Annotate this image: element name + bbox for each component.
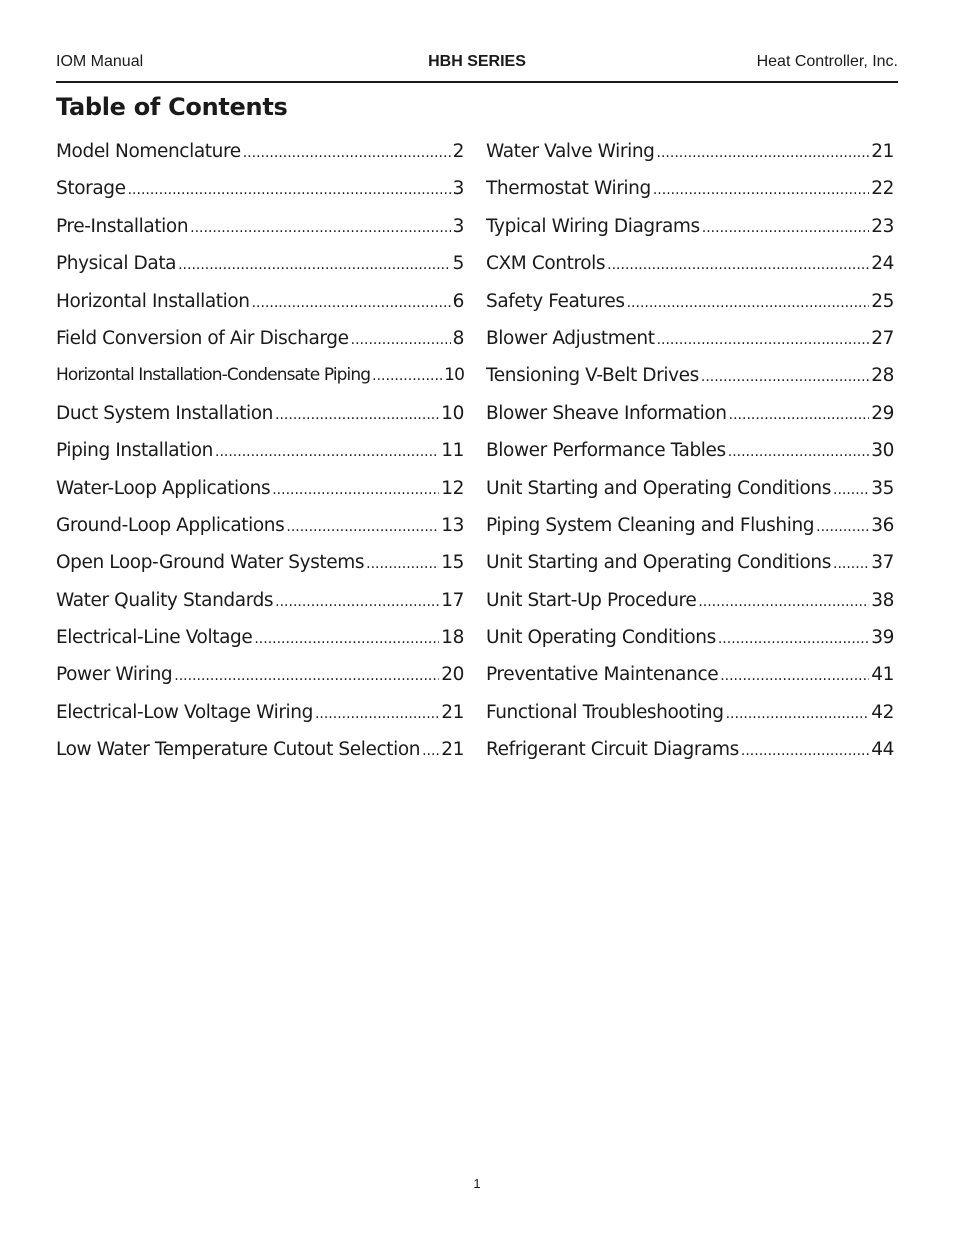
toc-entry-page-number: 5 <box>452 253 464 275</box>
toc-entry[interactable] <box>486 664 894 701</box>
toc-entry-title: Electrical-Line Voltage <box>56 627 253 649</box>
toc-entry-title: Unit Starting and Operating Conditions <box>486 552 831 574</box>
toc-entry-title: CXM Controls <box>486 253 606 275</box>
toc-dot-leader <box>174 668 439 684</box>
toc-entry-title: Piping System Cleaning and Flushing <box>486 514 815 536</box>
toc-entry-page-number: 13 <box>441 514 464 536</box>
toc-entry-page-number: 42 <box>871 701 894 723</box>
toc-dot-leader <box>833 482 869 498</box>
toc-entry-title: Horizontal Installation-Condensate Piping <box>56 365 371 386</box>
toc-entry-title: Electrical-Low Voltage Wiring <box>56 701 313 723</box>
toc-entry-page-number: 2 <box>452 141 464 162</box>
toc-entry[interactable] <box>56 141 464 178</box>
toc-entry-title: Unit Start-Up Procedure <box>486 589 697 611</box>
toc-entry-page-number: 39 <box>871 627 894 649</box>
page-header <box>56 53 898 73</box>
toc-entry[interactable] <box>486 365 894 402</box>
toc-dot-leader <box>272 482 439 498</box>
toc-entry-title: Blower Sheave Information <box>486 402 727 424</box>
toc-entry[interactable] <box>486 627 894 664</box>
toc-entry-title: Pre-Installation <box>56 215 189 237</box>
toc-entry-page-number: 27 <box>871 327 894 349</box>
header-company-name: Heat Controller, Inc. <box>756 53 898 70</box>
toc-dot-leader <box>252 295 451 311</box>
toc-entry[interactable] <box>56 253 464 290</box>
toc-entry-page-number: 41 <box>871 664 894 686</box>
toc-entry-title: Model Nomenclature <box>56 141 241 162</box>
toc-dot-leader <box>657 145 870 161</box>
toc-dot-leader <box>729 407 870 423</box>
toc-entry-page-number: 18 <box>441 627 464 649</box>
toc-entry[interactable] <box>56 590 464 627</box>
toc-entry-title: Duct System Installation <box>56 402 274 424</box>
toc-dot-leader <box>728 444 870 460</box>
toc-dot-leader <box>128 182 451 198</box>
toc-entry-title: Safety Features <box>486 290 625 312</box>
toc-entry-page-number: 29 <box>871 402 894 424</box>
toc-entry-title: Low Water Temperature Cutout Selection <box>56 739 421 761</box>
toc-column-right <box>486 141 894 777</box>
toc-dot-leader <box>718 631 869 647</box>
toc-entry-title: Unit Starting and Operating Conditions <box>486 477 831 499</box>
toc-entry[interactable] <box>56 403 464 440</box>
toc-entry-title: Ground-Loop Applications <box>56 514 285 536</box>
toc-entry[interactable] <box>56 739 464 776</box>
toc-entry[interactable] <box>56 515 464 552</box>
toc-entry-title: Power Wiring <box>56 664 173 686</box>
toc-entry-title: Piping Installation <box>56 440 213 462</box>
toc-entry[interactable] <box>486 478 894 515</box>
toc-entry-page-number: 37 <box>871 552 894 574</box>
toc-entry[interactable] <box>56 478 464 515</box>
toc-entry-page-number: 21 <box>441 701 464 723</box>
header-divider <box>56 81 898 83</box>
toc-entry-page-number: 3 <box>452 178 464 200</box>
toc-dot-leader <box>254 631 439 647</box>
toc-entry[interactable] <box>486 328 894 365</box>
toc-entry[interactable] <box>486 739 894 776</box>
toc-dot-leader <box>607 257 869 273</box>
header-series-title: HBH SERIES <box>428 53 526 70</box>
toc-entry[interactable] <box>56 702 464 739</box>
toc-dot-leader <box>702 220 869 236</box>
toc-entry-page-number: 38 <box>871 589 894 611</box>
toc-entry[interactable] <box>486 216 894 253</box>
toc-entry-page-number: 21 <box>441 739 464 761</box>
toc-entry-title: Storage <box>56 178 126 200</box>
toc-entry[interactable] <box>486 552 894 589</box>
toc-entry-page-number: 44 <box>871 739 894 761</box>
toc-entry-title: Horizontal Installation <box>56 290 250 312</box>
toc-entry-page-number: 6 <box>452 290 464 312</box>
toc-dot-leader <box>653 182 869 198</box>
toc-dot-leader <box>627 295 870 311</box>
toc-entry[interactable] <box>56 178 464 215</box>
toc-entry-page-number: 25 <box>871 290 894 312</box>
toc-entry[interactable] <box>486 590 894 627</box>
toc-entry[interactable] <box>56 291 464 328</box>
toc-entry[interactable] <box>486 253 894 290</box>
toc-entry[interactable] <box>56 664 464 701</box>
toc-entry-title: Blower Adjustment <box>486 327 655 349</box>
toc-dot-leader <box>372 368 442 384</box>
toc-dot-leader <box>215 444 439 460</box>
toc-entry-page-number: 23 <box>871 215 894 237</box>
toc-entry[interactable] <box>486 515 894 552</box>
toc-dot-leader <box>351 332 451 348</box>
toc-entry[interactable] <box>486 403 894 440</box>
toc-entry-page-number: 28 <box>871 365 894 387</box>
toc-entry[interactable] <box>56 216 464 253</box>
toc-entry-title: Field Conversion of Air Discharge <box>56 327 349 349</box>
toc-entry-title: Water Quality Standards <box>56 589 274 611</box>
toc-entry-page-number: 8 <box>452 327 464 349</box>
toc-entry-page-number: 30 <box>871 440 894 462</box>
page-number: 1 <box>473 1176 481 1191</box>
toc-entry-page-number: 22 <box>871 178 894 200</box>
toc-entry-page-number: 10 <box>444 365 464 386</box>
toc-entry[interactable] <box>56 552 464 589</box>
toc-entry-page-number: 21 <box>871 141 894 162</box>
toc-entry[interactable] <box>486 291 894 328</box>
toc-dot-leader <box>657 332 870 348</box>
toc-entry-title: Refrigerant Circuit Diagrams <box>486 739 739 761</box>
toc-entry-page-number: 10 <box>441 402 464 424</box>
toc-column-left <box>56 141 464 777</box>
toc-entry-page-number: 15 <box>441 552 464 574</box>
toc-dot-leader <box>701 369 869 385</box>
toc-entry-title: Open Loop-Ground Water Systems <box>56 552 365 574</box>
toc-entry-page-number: 36 <box>871 514 894 536</box>
toc-dot-leader <box>315 706 439 722</box>
toc-dot-leader <box>366 556 439 572</box>
toc-dot-leader <box>286 519 439 535</box>
toc-entry[interactable] <box>486 141 894 178</box>
toc-entry-page-number: 20 <box>441 664 464 686</box>
toc-dot-leader <box>275 594 439 610</box>
toc-entry-title: Typical Wiring Diagrams <box>486 215 700 237</box>
page-title: Table of Contents <box>56 93 288 121</box>
toc-entry-title: Functional Troubleshooting <box>486 701 724 723</box>
toc-dot-leader <box>190 220 450 236</box>
toc-dot-leader <box>726 706 870 722</box>
toc-dot-leader <box>720 668 869 684</box>
toc-dot-leader <box>833 556 869 572</box>
toc-entry-title: Physical Data <box>56 253 177 275</box>
toc-entry-page-number: 3 <box>452 215 464 237</box>
toc-entry[interactable] <box>486 702 894 739</box>
toc-entry[interactable] <box>486 178 894 215</box>
toc-dot-leader <box>275 407 439 423</box>
toc-dot-leader <box>422 743 439 759</box>
toc-dot-leader <box>698 594 869 610</box>
toc-entry-title: Preventative Maintenance <box>486 664 719 686</box>
toc-entry-title: Unit Operating Conditions <box>486 627 716 649</box>
toc-dot-leader <box>741 743 869 759</box>
toc-entry-page-number: 35 <box>871 477 894 499</box>
toc-entry[interactable] <box>56 440 464 477</box>
toc-entry[interactable] <box>56 328 464 365</box>
toc-entry-title: Water Valve Wiring <box>486 141 655 162</box>
header-document-type: IOM Manual <box>56 53 144 70</box>
toc-entry[interactable] <box>56 627 464 664</box>
toc-entry-title: Thermostat Wiring <box>486 178 651 200</box>
toc-entry-page-number: 12 <box>441 477 464 499</box>
toc-dot-leader <box>243 145 451 161</box>
toc-entry-page-number: 17 <box>441 589 464 611</box>
toc-entry-page-number: 11 <box>441 440 464 462</box>
toc-entry[interactable] <box>56 365 464 402</box>
toc-entry[interactable] <box>486 440 894 477</box>
toc-entry-page-number: 24 <box>871 253 894 275</box>
toc-entry-title: Tensioning V-Belt Drives <box>486 365 699 387</box>
toc-dot-leader <box>816 519 869 535</box>
toc-dot-leader <box>178 257 451 273</box>
toc-entry-title: Water-Loop Applications <box>56 477 271 499</box>
toc-entry-title: Blower Performance Tables <box>486 440 726 462</box>
